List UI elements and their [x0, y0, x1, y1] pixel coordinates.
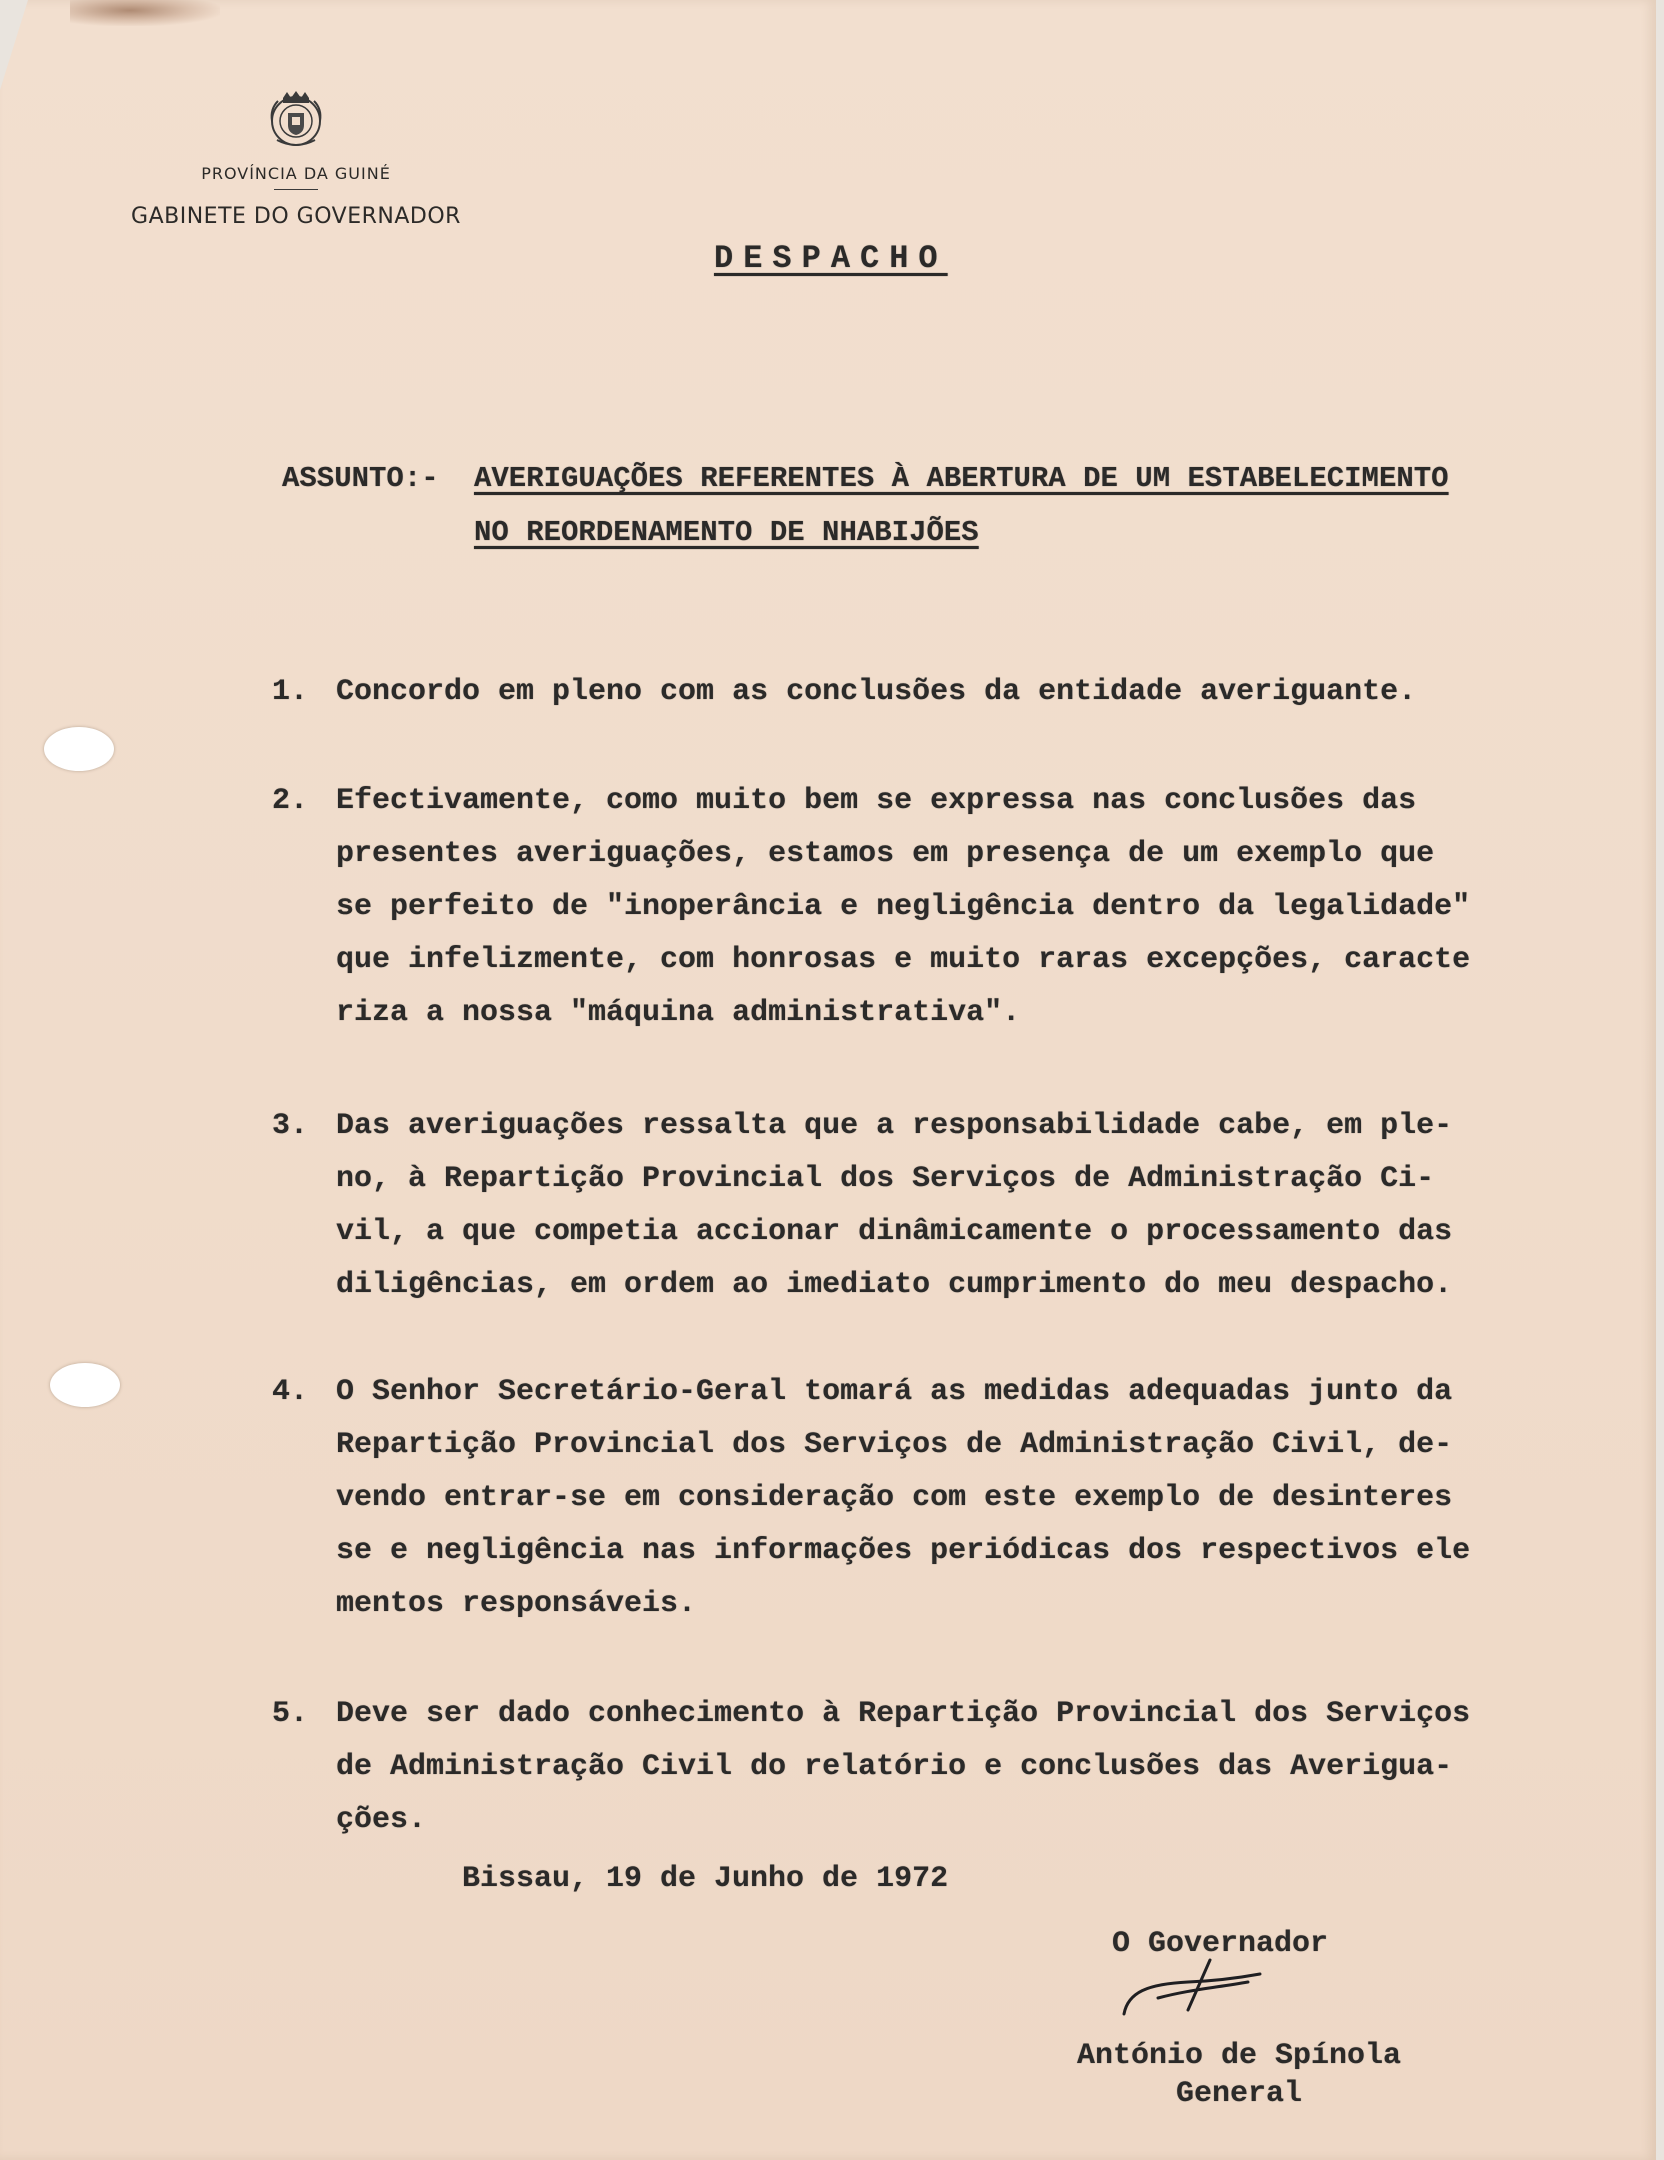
paper-stain [70, 0, 220, 26]
signer-name: António de Spínola [1076, 2039, 1402, 2073]
cabinet-name: GABINETE DO GOVERNADOR [131, 204, 461, 229]
paragraph-text: Deve ser dado conhecimento à Repartição Provincial dos Serviços de Administração Civil do relatório e conclusões das Averigua- ções. [336, 1697, 1471, 1837]
place-and-date: Bissau, 19 de Junho de 1972 [462, 1862, 949, 1896]
paragraph-text: Concordo em pleno com as conclusões da entidade averiguante. [336, 675, 1417, 709]
paragraph-number: 2. [272, 784, 309, 818]
torn-corner [0, 0, 28, 90]
paragraph-text: Efectivamente, como muito bem se expressa nas conclusões das presentes averiguações, estamos em presença de um exemplo que se perfeito de "inoperância e negligência dentro da legalidade" que infelizmente, com honrosas e muito raras excepções, caracte riza a nossa "máquina administrativa". [336, 784, 1471, 1030]
paragraph-number: 3. [272, 1109, 309, 1143]
paragraph-number: 5. [272, 1697, 309, 1731]
letterhead [96, 88, 496, 229]
subject-text: AVERIGUAÇÕES REFERENTES À ABERTURA DE UM ESTABELECIMENTO NO REORDENAMENTO DE NHABIJÕES [474, 462, 1449, 549]
paragraph-number: 4. [272, 1375, 309, 1409]
paragraph-number: 1. [272, 675, 309, 709]
letterhead-divider [274, 189, 318, 190]
signatory-block [1054, 2037, 1424, 2113]
punch-hole-top [44, 727, 114, 771]
punch-hole-bottom [50, 1363, 120, 1407]
handwritten-signature [1118, 1952, 1268, 2022]
paragraph-text: Das averiguações ressalta que a responsabilidade cabe, em ple- no, à Repartição Provincial dos Serviços de Administração Ci- vil, a que competia accionar dinâmicamente o processamento das diligências, em ordem ao imediato cumprimento do meu despacho. [336, 1109, 1453, 1302]
province-name: PROVÍNCIA DA GUINÉ [201, 164, 391, 183]
document-title: DESPACHO [714, 240, 948, 277]
subject-label: ASSUNTO:- [282, 462, 439, 495]
coat-of-arms-icon [265, 88, 327, 150]
signer-rank: General [1175, 2077, 1303, 2111]
signer-role: O Governador [1112, 1927, 1329, 1961]
paragraph-text: O Senhor Secretário-Geral tomará as medidas adequadas junto da Repartição Provincial dos Serviços de Administração Civil, de- vendo entrar-se em consideração com este exemplo de desinteres se e negligência nas informações periódicas dos respectivos ele mentos responsáveis. [336, 1375, 1471, 1621]
